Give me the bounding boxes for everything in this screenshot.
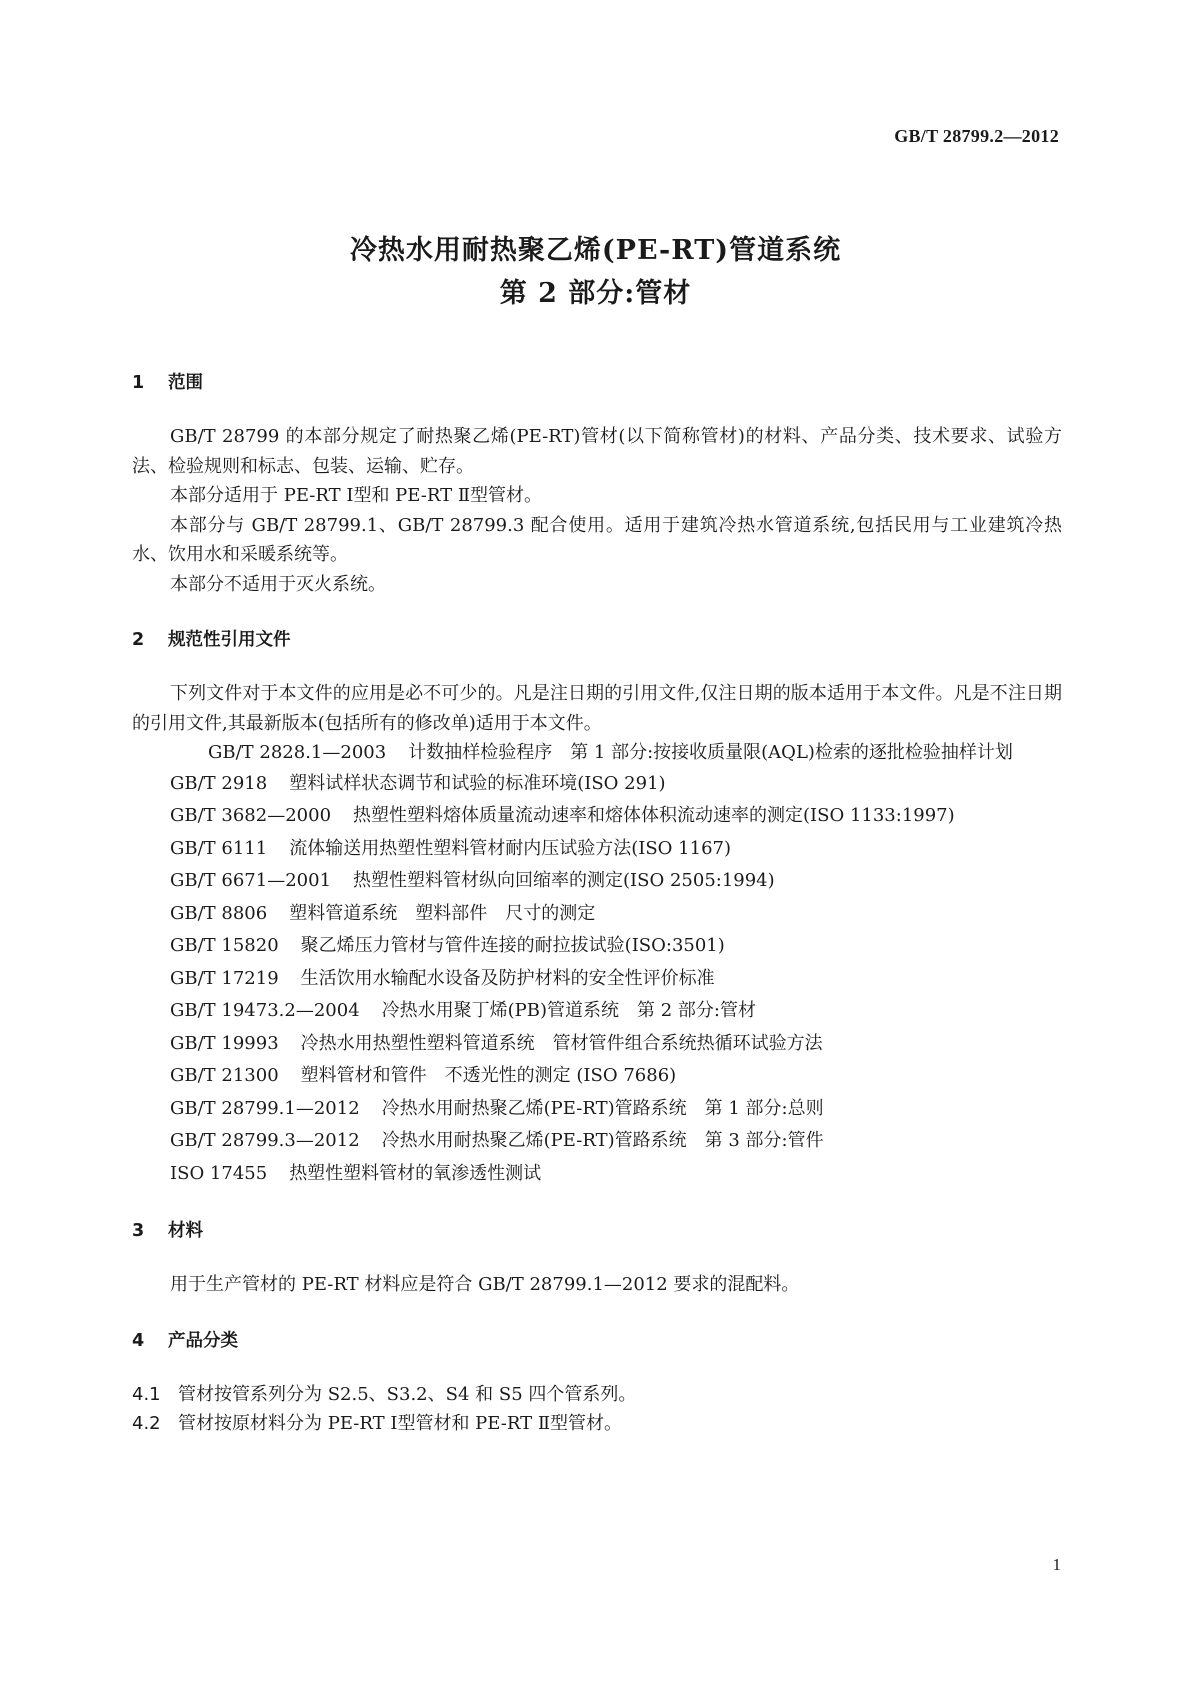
reference-title: 冷热水用耐热聚乙烯(PE-RT)管路系统 第 3 部分:管件 [381,1130,824,1151]
reference-title: 热塑性塑料管材的氧渗透性测试 [289,1162,542,1184]
clause-item [132,1409,1062,1439]
reference-code: GB/T 19993 [170,1032,279,1054]
section-heading-materials [132,1216,1062,1246]
paragraph: 本部分不适用于灭火系统。 [170,573,386,595]
reference-item [132,738,1062,768]
reference-title: 流体输送用热塑性塑料管材耐内压试验方法(ISO 1167) [289,837,731,859]
section-heading-classification [132,1326,1062,1356]
document-subtitle: 第 2 部分:管材 [499,278,692,309]
section-number: 1 [132,373,145,393]
paragraph: 下列文件对于本文件的应用是必不可少的。凡是注日期的引用文件,仅注日期的版本适用于本文件。凡是不注日期的引用文件,其最新版本(包括所有的修改单)适用于本文件。 [132,683,1062,734]
reference-title: 热塑性塑料管材纵向回缩率的测定(ISO 2505:1994) [353,870,775,891]
reference-code: GB/T 28799.1—2012 [170,1097,360,1119]
section-title: 范围 [168,373,203,393]
section-heading-scope [132,368,1062,398]
reference-item [132,865,1062,898]
section-title: 规范性引用文件 [168,630,291,650]
clause-text: 管材按管系列分为 S2.5、S3.2、S4 和 S5 四个管系列。 [178,1383,637,1405]
reference-code: ISO 17455 [170,1162,268,1184]
reference-item [132,1060,1062,1093]
paragraph: 用于生产管材的 PE-RT 材料应是符合 GB/T 28799.1—2012 要求的混配料。 [170,1274,800,1295]
reference-title: 冷热水用耐热聚乙烯(PE-RT)管路系统 第 1 部分:总则 [381,1097,824,1119]
reference-code: GB/T 19473.2—2004 [170,1000,360,1021]
reference-title: 冷热水用热塑性塑料管道系统 管材管件组合系统热循环试验方法 [300,1032,823,1054]
reference-code: GB/T 8806 [170,902,268,924]
reference-code: GB/T 21300 [170,1065,279,1086]
reference-title: 聚乙烯压力管材与管件连接的耐拉拔试验(ISO:3501) [300,935,725,956]
document-body [132,368,1062,1439]
section-title: 材料 [168,1221,203,1241]
section-number: 3 [132,1221,145,1241]
clause-item [132,1380,1062,1410]
reference-item [132,930,1062,963]
clause-text: 管材按原材料分为 PE-RT Ⅰ型管材和 PE-RT Ⅱ型管材。 [178,1413,623,1434]
reference-code: GB/T 3682—2000 [170,805,332,826]
reference-title: 冷热水用聚丁烯(PB)管道系统 第 2 部分:管材 [381,1000,756,1021]
reference-title: 塑料试样状态调节和试验的标准环境(ISO 291) [289,772,666,794]
document-title: 冷热水用耐热聚乙烯(PE-RT)管道系统 [349,235,842,266]
reference-code: GB/T 17219 [170,967,279,989]
section-number: 2 [132,630,145,650]
reference-item [132,800,1062,833]
reference-item [132,1158,1062,1191]
reference-item [132,1028,1062,1061]
paragraph: GB/T 28799 的本部分规定了耐热聚乙烯(PE-RT)管材(以下简称管材)的材料、产品分类、技术要求、试验方法、检验规则和标志、包装、运输、贮存。 [132,426,1062,477]
reference-item [132,1093,1062,1126]
reference-title: 塑料管材和管件 不透光性的测定 (ISO 7686) [300,1065,677,1086]
reference-item [132,833,1062,866]
reference-title: 生活饮用水输配水设备及防护材料的安全性评价标准 [300,967,715,989]
clause-number: 4.1 [132,1383,161,1405]
section-number: 4 [132,1330,145,1351]
reference-item [132,1125,1062,1158]
section-heading-normative-references [132,625,1062,655]
clause-number: 4.2 [132,1413,161,1434]
reference-item [132,768,1062,801]
reference-code: GB/T 2828.1—2003 [208,742,387,763]
section-title: 产品分类 [168,1330,238,1351]
reference-title: 塑料管道系统 塑料部件 尺寸的测定 [289,902,596,924]
reference-item [132,995,1062,1028]
standard-code: GB/T 28799.2—2012 [894,126,1059,146]
reference-item [132,898,1062,931]
paragraph: 本部分适用于 PE-RT Ⅰ型和 PE-RT Ⅱ型管材。 [170,485,543,506]
page-number: 1 [1052,1555,1061,1574]
reference-code: GB/T 6111 [170,837,268,859]
reference-code: GB/T 15820 [170,935,279,956]
reference-title: 计数抽样检验程序 第 1 部分:按接收质量限(AQL)检索的逐批检验抽样计划 [408,742,1013,763]
reference-code: GB/T 28799.3—2012 [170,1130,360,1151]
paragraph: 本部分与 GB/T 28799.1、GB/T 28799.3 配合使用。适用于建筑冷热水管道系统,包括民用与工业建筑冷热水、饮用水和采暖系统等。 [132,514,1062,565]
reference-item [132,963,1062,996]
reference-code: GB/T 6671—2001 [170,870,332,891]
reference-title: 热塑性塑料熔体质量流动速率和熔体体积流动速率的测定(ISO 1133:1997) [353,805,955,826]
reference-code: GB/T 2918 [170,772,268,794]
